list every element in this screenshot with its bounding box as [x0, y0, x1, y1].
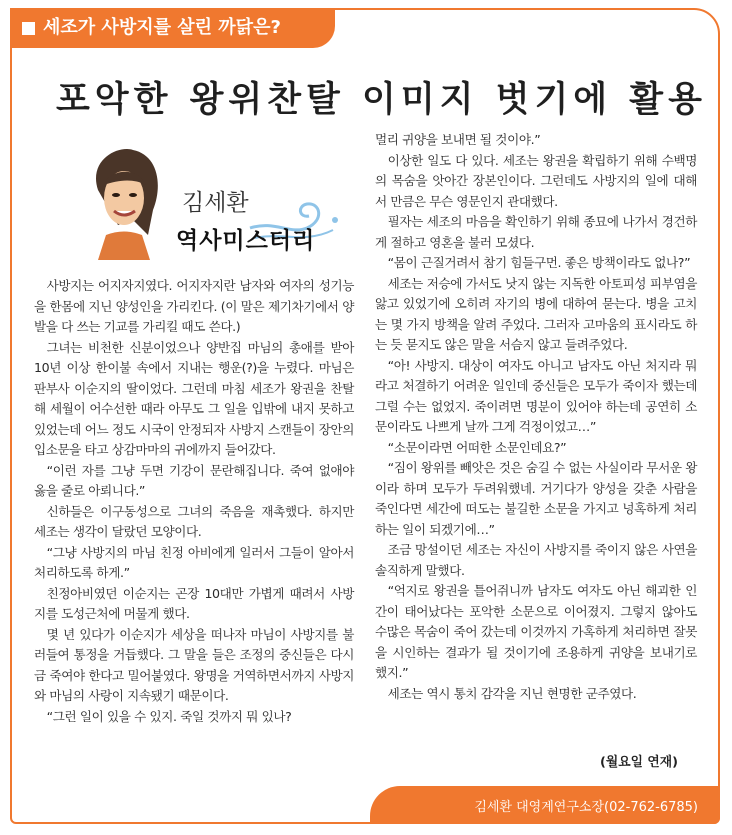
paragraph: 이상한 일도 다 있다. 세조는 왕권을 확립하기 위해 수백명의 목숨을 앗아간 장본인이다. 그런데도 사방지의 일에 대해서 만큼은 무슨 영문인지 관대했다.: [375, 152, 697, 209]
paragraph: 신하들은 이구동성으로 그녀의 죽음을 재촉했다. 하지만 세조는 생각이 달랐던 모양이다.: [34, 503, 354, 539]
author-name: 김세환: [182, 190, 249, 216]
series-title-text: 세조가 사방지를 살린 까닭은?: [43, 17, 281, 38]
column-name: 역사미스터리: [176, 228, 316, 254]
paragraph: “아! 사방지. 대상이 여자도 아니고 남자도 아닌 처지라 뭐라고 처결하기 어려운 일인데 중신들은 모두가 죽이자 했는데 그럴 수는 없었지. 죽이려면 명분이 있어야 하는데 공연히 소문이라도 나쁘게 날까 그게 걱정이었고…”: [375, 357, 697, 434]
paragraph: “몸이 근질거려서 참기 힘들구먼. 좋은 방책이라도 없나?”: [387, 255, 691, 270]
paragraph: “이런 자를 그냥 두면 기강이 문란해집니다. 죽여 없애야 옳을 줄로 아뢰니다.”: [34, 462, 354, 498]
paragraph: 필자는 세조의 마음을 확인하기 위해 종묘에 나가서 경건하게 절하고 영혼을 불러 모셨다.: [375, 214, 697, 250]
paragraph: 세조는 역시 통치 감각을 지닌 현명한 군주였다.: [387, 685, 637, 701]
author-portrait: [78, 140, 168, 260]
article-body-left: [34, 276, 354, 727]
paragraph: “짐이 왕위를 빼앗은 것은 숨길 수 없는 사실이라 무서운 왕이라 하며 모두가 두려워했네. 거기다가 양성을 갖춘 사람을 죽인다면 세간에 떠도는 불길한 소문을 가지고 넝혹하게 처리하는 일이 되겠기에…”: [375, 460, 697, 537]
footer-bar: [370, 786, 720, 824]
paragraph: “그냥 사방지의 마님 친정 아비에게 일러서 그들이 알아서 처리하도록 하게.”: [34, 544, 354, 580]
headline: 포악한 왕위찬탈 이미지 벗기에 활용: [56, 79, 707, 120]
schedule-note: (월요일 연재): [600, 755, 678, 770]
paragraph: “억지로 왕권을 틀어쥐니까 남자도 여자도 아닌 해괴한 인간이 태어났다는 포악한 소문으로 이어졌지. 그렇지 않아도 수많은 목숨이 죽어 갔는데 이것까지 가혹하게 처리하면 잘못을 시인하는 결과가 될 것이기에 조용하게 귀양을 보내기로 했지.”: [375, 583, 697, 680]
article-body-right: [375, 130, 697, 704]
paragraph: 몇 년 있다가 이순지가 세상을 떠나자 마님이 사방지를 불러들여 통정을 거듭했다. 그 말을 들은 조정의 중신들은 다시금 죽여야 한다고 밀어붙였다. 왕명을 거역하면서까지 사방지와 마님의 사랑이 지속됐기 때문이다.: [34, 626, 354, 703]
paragraph: “소문이라면 어떠한 소문인데요?”: [387, 439, 567, 455]
square-bullet-icon: [22, 22, 35, 35]
paragraph: 그녀는 비천한 신분이었으나 양반집 마님의 총애를 받아 10년 이상 한이불 속에서 지내는 행운(?)을 누렸다. 마님은 판부사 이순지의 딸이었다. 그런데 마침 세조가 왕권을 찬탈해 세월이 어수선한 때라 아무도 그 일을 입밖에 내지 못하고 있었는데 어느 정도 시국이 안정되자 사방지 스캔들이 장안의 입소문을 타고 상감마마의 귀에까지 들어갔다.: [34, 339, 354, 457]
paragraph: 세조는 저승에 가서도 낫지 않는 지독한 아토피성 피부염을 앓고 있었기에 오히려 자기의 병에 대하여 묻는다. 병을 고치는 몇 가지 방책을 알려 주었다. 그러자 고마움의 표시라도 하는 듯 묻지도 않은 말을 서슴지 않고 들려주었다.: [375, 275, 697, 352]
paragraph: 멀리 귀양을 보내면 될 것이야.”: [375, 132, 541, 147]
series-title: [22, 13, 281, 43]
paragraph: “그런 일이 있을 수 있지. 죽일 것까지 뭐 있나?: [46, 708, 292, 724]
paragraph: 사방지는 어지자지였다. 어지자지란 남자와 여자의 성기능을 한몸에 지닌 양성인을 가리킨다. (이 말은 제기차기에서 양발을 다 쓰는 기교를 가리킬 때도 쓴다.): [34, 278, 354, 334]
paragraph: 조금 망설이던 세조는 자신이 사방지를 죽이지 않은 사연을 솔직하게 말했다.: [375, 542, 697, 578]
footer-credit: 김세환 대영계연구소장(02-762-6785): [474, 800, 698, 815]
paragraph: 친정아비였던 이순지는 곤장 10대만 가볍게 때려서 사방지를 도성근처에 머물게 했다.: [34, 585, 354, 621]
